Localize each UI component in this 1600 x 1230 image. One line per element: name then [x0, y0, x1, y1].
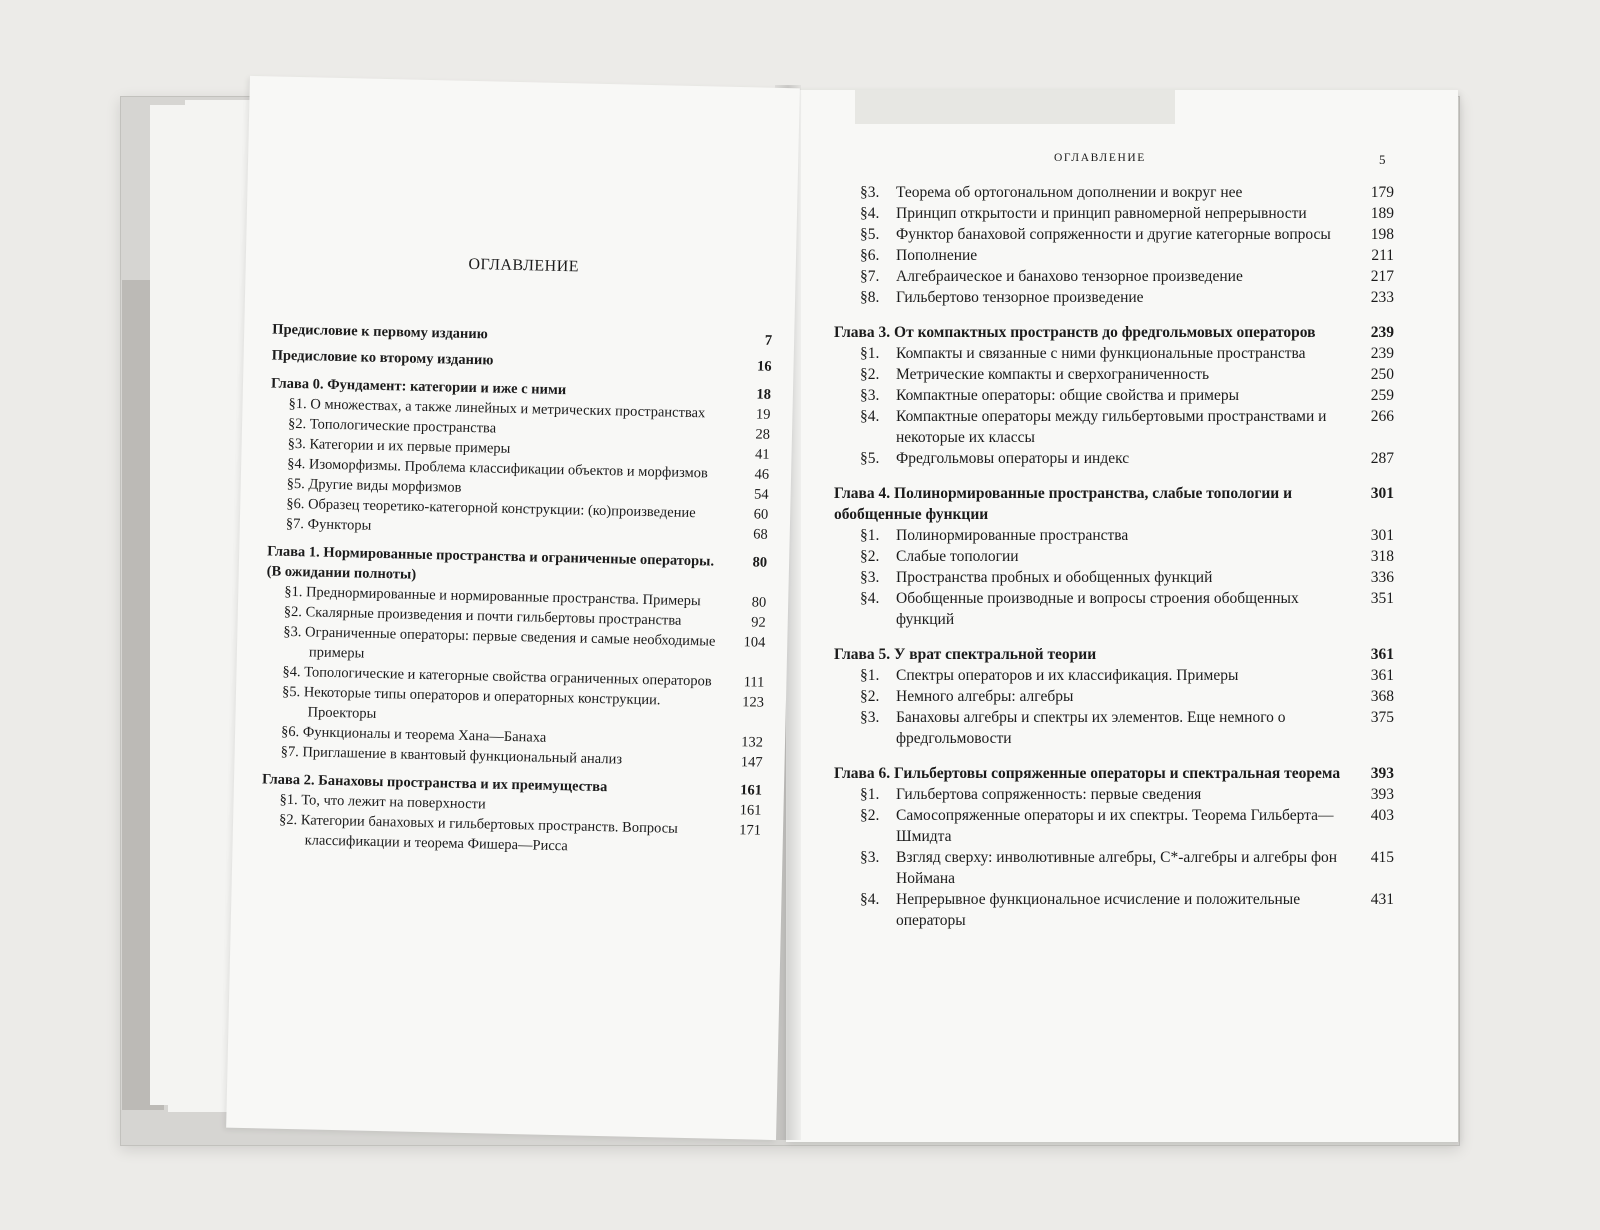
toc-entry-title: §6. Функционалы и теорема Хана—Банаха [280, 723, 547, 746]
toc-entry-title-wrap [834, 588, 1344, 630]
toc-entry-title: §7. Функторы [285, 515, 372, 534]
section-number: §3. [860, 184, 880, 201]
toc-entry-title: Самосопряженные операторы и их спектры. Теорема Гильберта—Шмидта [896, 807, 1334, 845]
toc-section-entry [834, 784, 1394, 805]
toc-entry-title: Глава 5. У врат спектральной теории [834, 646, 1097, 663]
toc-entry-title: §4. Топологические и категорные свойства ограниченных операторов [282, 663, 712, 690]
toc-entry-page: 16 [756, 358, 772, 375]
section-number: §8. [860, 289, 880, 306]
toc-entry-title-wrap [834, 483, 1344, 525]
toc-entry-title: Глава 1. Нормированные пространства и ограниченные операторы. (В ожидании полноты) [266, 543, 715, 583]
toc-entry-title-wrap [834, 686, 1344, 707]
toc-entry-page: 92 [751, 614, 766, 631]
toc-entry-title: Взгляд сверху: инволютивные алгебры, C*-алгебры и алгебры фон Ноймана [896, 849, 1338, 887]
toc-entry-title-wrap [834, 644, 1344, 665]
toc-entry-title: Спектры операторов и их классификация. Примеры [896, 667, 1239, 684]
toc-entry-page: 132 [741, 734, 764, 751]
toc-entry-title-wrap [834, 525, 1344, 546]
toc-entry-title: Немного алгебры: алгебры [896, 688, 1074, 705]
toc-entry-title-wrap [834, 406, 1344, 448]
toc-front-entry [272, 319, 772, 350]
toc-entry-page: 351 [1370, 590, 1394, 607]
toc-section-entry [834, 224, 1394, 245]
section-number: §3. [860, 387, 880, 404]
section-number: §4. [860, 891, 880, 908]
toc-entry-title: Теорема об ортогональном дополнении и вокруг нее [896, 184, 1243, 201]
section-number: §3. [860, 849, 880, 866]
toc-entry-title: Функтор банаховой сопряженности и другие категорные вопросы [896, 226, 1331, 243]
toc-entry-page: 123 [741, 694, 765, 711]
toc-entry-title: Алгебраическое и банахово тензорное произведение [896, 268, 1243, 285]
toc-entry-title: §3. Категории и их первые примеры [287, 435, 511, 457]
toc-chapter-entry [834, 644, 1394, 665]
toc-section-entry [834, 182, 1394, 203]
section-number: §5. [860, 450, 880, 467]
left-toc [260, 251, 773, 860]
toc-entry-page: 171 [739, 822, 762, 839]
toc-entry-page: 259 [1370, 387, 1394, 404]
toc-entry-title: Фредгольмовы операторы и индекс [896, 450, 1130, 467]
toc-entry-title: Глава 4. Полинормированные пространства, слабые топологии и обобщенные функции [834, 485, 1293, 523]
toc-entry-page: 368 [1370, 688, 1394, 705]
toc-entry-page: 46 [754, 466, 770, 483]
toc-entry-page: 211 [1371, 247, 1394, 264]
toc-entry-title-wrap [834, 448, 1344, 469]
toc-entry-title-wrap [834, 665, 1344, 686]
left-page [226, 76, 800, 1140]
toc-entry-title-wrap [834, 364, 1344, 385]
right-toc-list [834, 182, 1394, 931]
toc-entry-page: 403 [1370, 807, 1394, 824]
section-number: §1. [860, 527, 880, 544]
section-number: §4. [860, 205, 880, 222]
toc-entry-page: 161 [739, 782, 763, 799]
section-number: §1. [860, 786, 880, 803]
toc-entry-page: 60 [753, 506, 769, 523]
toc-entry-title: Компактные операторы между гильбертовыми пространствами и некоторые их классы [896, 408, 1327, 446]
section-number: §2. [860, 548, 880, 565]
toc-entry-title: §3. Ограниченные операторы: первые сведения и самые необходимые примеры [283, 623, 716, 662]
toc-entry-page: 189 [1370, 205, 1394, 222]
toc-section-entry [834, 448, 1394, 469]
toc-section-entry [834, 203, 1394, 224]
toc-entry-title-wrap [834, 546, 1344, 567]
toc-entry-page: 415 [1370, 849, 1394, 866]
toc-entry-page: 28 [755, 426, 771, 443]
toc-entry-page: 393 [1370, 786, 1394, 803]
toc-entry-title-wrap [834, 322, 1344, 343]
toc-entry-page: 147 [740, 754, 763, 771]
toc-section-entry [834, 588, 1394, 630]
toc-entry-title-wrap [834, 707, 1344, 749]
toc-section-entry [834, 343, 1394, 364]
toc-entry-title-wrap [834, 182, 1344, 203]
toc-entry-title-wrap [834, 567, 1344, 588]
toc-section-entry [834, 245, 1394, 266]
toc-section-entry [834, 707, 1394, 749]
toc-section-entry [834, 546, 1394, 567]
toc-entry-page: 239 [1370, 324, 1394, 341]
toc-entry-title: §1. Преднормированные и нормированные пространства. Примеры [284, 583, 701, 610]
toc-chapter-entry [834, 483, 1394, 525]
show-through-print [855, 90, 1175, 124]
toc-entry-title: §1. То, что лежит на поверхности [279, 791, 486, 813]
toc-entry-page: 287 [1370, 450, 1394, 467]
toc-entry-title: §2. Категории банаховых и гильбертовых пространств. Вопросы классификации и теорема Фишера—Рисса [278, 811, 679, 855]
section-number: §7. [860, 268, 880, 285]
toc-entry-title: Пространства пробных и обобщенных функций [896, 569, 1213, 586]
toc-section-entry [834, 805, 1394, 847]
toc-entry-title: Компактные операторы: общие свойства и примеры [896, 387, 1240, 404]
toc-section-entry [834, 364, 1394, 385]
section-number: §2. [860, 807, 880, 824]
toc-entry-title: Гильбертова сопряженность: первые сведения [896, 786, 1202, 803]
toc-entry-title: §7. Приглашение в квантовый функциональный анализ [280, 743, 623, 768]
toc-section-entry [834, 847, 1394, 889]
toc-entry-title: Предисловие к первому изданию [272, 321, 488, 343]
toc-entry-title-wrap [834, 287, 1344, 308]
toc-section-entry [834, 406, 1394, 448]
toc-entry-title: §2. Скалярные произведения и почти гильбертовы пространства [283, 603, 682, 629]
toc-entry-page: 68 [753, 526, 768, 543]
toc-entry-title: Гильбертово тензорное произведение [896, 289, 1144, 306]
section-number: §4. [860, 408, 880, 425]
toc-entry-page: 41 [754, 446, 770, 463]
right-page [786, 90, 1458, 1142]
section-number: §5. [860, 226, 880, 243]
toc-entry-page: 250 [1370, 366, 1394, 383]
toc-entry-title: Метрические компакты и сверхограниченность [896, 366, 1210, 383]
toc-section-entry [834, 567, 1394, 588]
toc-entry-page: 431 [1370, 891, 1394, 908]
section-number: §3. [860, 709, 880, 726]
toc-entry-page: 233 [1370, 289, 1394, 306]
toc-front-entry [271, 345, 771, 376]
toc-entry-title: §1. О множествах, а также линейных и метрических пространствах [288, 395, 706, 422]
toc-entry-page: 80 [752, 554, 768, 571]
toc-entry-title: §4. Изоморфизмы. Проблема классификации объектов и морфизмов [287, 455, 709, 482]
toc-entry-page: 161 [739, 802, 762, 819]
toc-entry-title: §2. Топологические пространства [287, 415, 497, 437]
toc-entry-title: §5. Некоторые типы операторов и операторных конструкции. Проекторы [281, 683, 661, 722]
toc-entry-title: Глава 6. Гильбертовы сопряженные операторы и спектральная теорема [834, 765, 1341, 782]
toc-entry-title: Полинормированные пространства [896, 527, 1129, 544]
toc-entry-page: 301 [1370, 527, 1394, 544]
section-number: §4. [860, 590, 880, 607]
toc-entry-title: §6. Образец теоретико-категорной конструкции: (ко)произведение [286, 495, 696, 522]
toc-entry-page: 54 [753, 486, 769, 503]
toc-entry-title: Предисловие ко второму изданию [271, 347, 494, 369]
toc-entry-page: 104 [743, 634, 766, 651]
toc-entry-title-wrap [834, 805, 1344, 847]
running-head-title: ОГЛАВЛЕНИЕ [1054, 152, 1146, 164]
toc-entry-title: Компакты и связанные с ними функциональные пространства [896, 345, 1306, 362]
toc-title: ОГЛАВЛЕНИЕ [468, 255, 580, 276]
toc-entry-title-wrap [834, 763, 1344, 784]
toc-entry-page: 266 [1370, 408, 1394, 425]
toc-entry-page: 7 [764, 332, 773, 349]
section-number: §3. [860, 569, 880, 586]
toc-entry-title-wrap [834, 245, 1344, 266]
toc-entry-title-wrap [834, 847, 1344, 889]
toc-entry-page: 393 [1370, 765, 1394, 782]
toc-entry-page: 111 [743, 674, 765, 691]
toc-entry-title-wrap [834, 889, 1344, 931]
toc-entry-title: §5. Другие виды морфизмов [286, 475, 462, 496]
toc-chapter-entry [834, 763, 1394, 784]
toc-entry-title: Пополнение [896, 247, 978, 264]
toc-entry-page: 198 [1370, 226, 1394, 243]
toc-section-entry [834, 266, 1394, 287]
toc-section-entry [834, 385, 1394, 406]
toc-entry-title-wrap [834, 224, 1344, 245]
toc-section-entry [834, 287, 1394, 308]
toc-entry-title-wrap [834, 784, 1344, 805]
section-number: §2. [860, 688, 880, 705]
toc-section-entry [834, 525, 1394, 546]
section-number: §1. [860, 667, 880, 684]
toc-chapter-entry [834, 322, 1394, 343]
toc-entry-page: 361 [1370, 667, 1394, 684]
toc-entry-title: Слабые топологии [896, 548, 1019, 565]
toc-entry-page: 318 [1370, 548, 1394, 565]
toc-entry-title: Глава 0. Фундамент: категории и иже с ними [270, 375, 567, 399]
toc-entry-title: Глава 2. Банаховы пространства и их преимущества [261, 771, 608, 796]
section-number: §1. [860, 345, 880, 362]
toc-entry-page: 375 [1370, 709, 1394, 726]
toc-entry-title: Принцип открытости и принцип равномерной непрерывности [896, 205, 1307, 222]
section-number: §6. [860, 247, 880, 264]
toc-entry-page: 18 [756, 386, 772, 403]
toc-entry-page: 80 [751, 594, 767, 611]
toc-entry-page: 179 [1370, 184, 1394, 201]
toc-entry-page: 217 [1370, 268, 1394, 285]
toc-entry-title: Непрерывное функциональное исчисление и положительные операторы [896, 891, 1301, 929]
toc-section-entry [834, 889, 1394, 931]
toc-entry-page: 19 [755, 406, 771, 423]
toc-entry-page: 336 [1370, 569, 1394, 586]
section-number: §2. [860, 366, 880, 383]
left-toc-list [260, 319, 772, 860]
toc-section-entry [834, 665, 1394, 686]
toc-entry-title-wrap [834, 343, 1344, 364]
toc-section-entry [834, 686, 1394, 707]
toc-entry-page: 361 [1370, 646, 1394, 663]
toc-entry-title-wrap [834, 266, 1344, 287]
toc-entry-title: Глава 3. От компактных пространств до фредгольмовых операторов [834, 324, 1316, 341]
toc-entry-title: Обобщенные производные и вопросы строения обобщенных функций [896, 590, 1299, 628]
toc-entry-title: Банаховы алгебры и спектры их элементов. Еще немного о фредгольмовости [896, 709, 1286, 747]
toc-entry-page: 301 [1370, 485, 1394, 502]
page-number: 5 [1379, 152, 1386, 167]
toc-entry-title-wrap [834, 385, 1344, 406]
toc-entry-title-wrap [834, 203, 1344, 224]
toc-entry-page: 239 [1370, 345, 1394, 362]
